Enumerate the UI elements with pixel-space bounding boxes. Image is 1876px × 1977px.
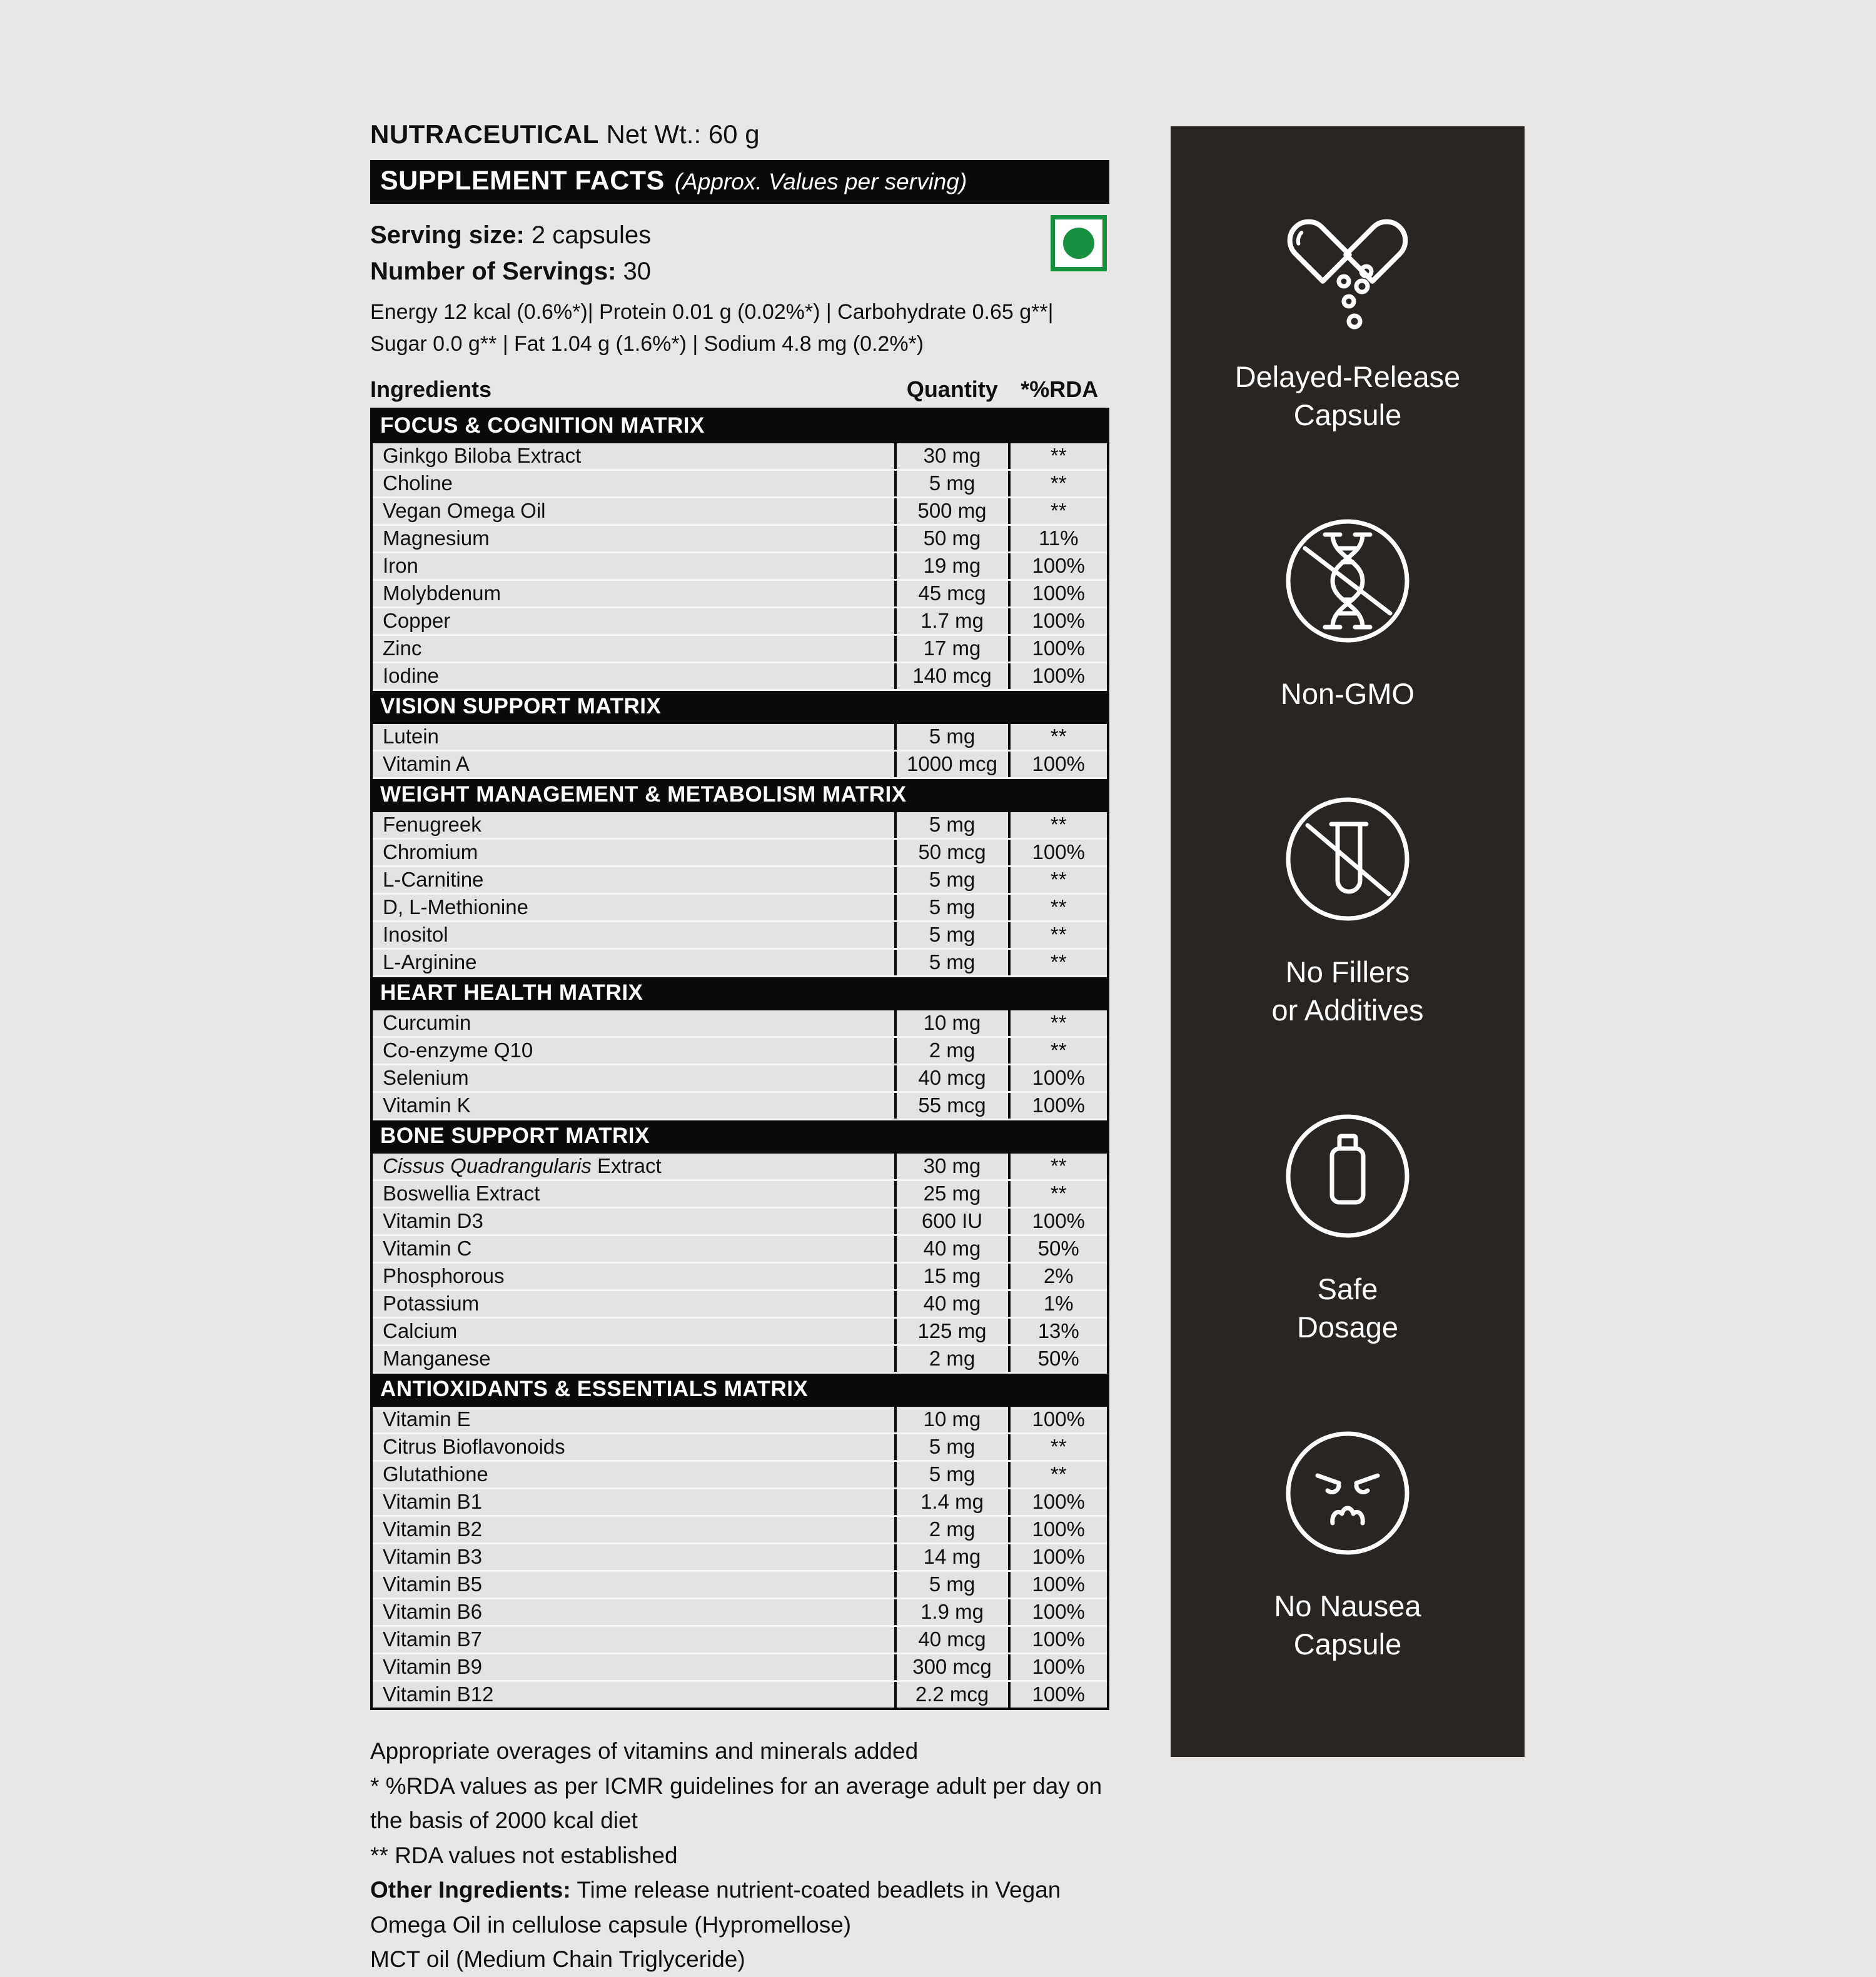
section-header: BONE SUPPORT MATRIX <box>373 1120 1107 1154</box>
ingredient-name: Zinc <box>383 636 422 660</box>
ingredient-name: Vitamin B12 <box>383 1683 494 1706</box>
table-row <box>373 1682 1107 1708</box>
ingredient-rda: 50% <box>1008 1346 1107 1372</box>
ingredient-rda: 11% <box>1008 526 1107 551</box>
nausea-face-icon <box>1279 1424 1416 1562</box>
brand-line <box>370 120 1109 149</box>
ingredient-quantity: 5 mg <box>894 895 1008 920</box>
servings-label: Number of Servings: <box>370 258 617 286</box>
table-row <box>373 1627 1107 1654</box>
footnote-rda: * %RDA values as per ICMR guidelines for an average adult per day on the basis of 2000 kcal diet <box>370 1773 1102 1834</box>
table-row <box>373 1065 1107 1093</box>
ingredient-quantity: 40 mg <box>894 1236 1008 1262</box>
ingredient-quantity: 5 mg <box>894 471 1008 496</box>
ingredient-rda: ** <box>1008 950 1107 975</box>
ingredient-rda: 100% <box>1008 752 1107 777</box>
ingredient-rda: ** <box>1008 1010 1107 1036</box>
supplement-facts-label <box>370 120 1109 1977</box>
ingredient-name: L-Arginine <box>383 950 477 974</box>
ingredient-rda: 100% <box>1008 1654 1107 1680</box>
mct-oil-line: MCT oil (Medium Chain Triglyceride) <box>370 1946 745 1973</box>
section-header: VISION SUPPORT MATRIX <box>373 691 1107 724</box>
ingredient-name: Vitamin B3 <box>383 1545 482 1569</box>
ingredient-quantity: 45 mcg <box>894 581 1008 606</box>
ingredient-quantity: 2.2 mcg <box>894 1682 1008 1708</box>
ingredient-rda: 100% <box>1008 1489 1107 1515</box>
ingredient-name: Fenugreek <box>383 813 482 837</box>
table-row <box>373 1264 1107 1291</box>
table-row <box>373 1517 1107 1544</box>
ingredient-rda: 100% <box>1008 1517 1107 1542</box>
ingredient-name: Magnesium <box>383 526 490 550</box>
ingredient-name: Vitamin B5 <box>383 1572 482 1596</box>
ingredient-rda: 100% <box>1008 636 1107 662</box>
capsule-open-icon <box>1269 201 1426 333</box>
section-header: WEIGHT MANAGEMENT & METABOLISM MATRIX <box>373 779 1107 812</box>
ingredient-quantity: 40 mg <box>894 1291 1008 1317</box>
other-ingredients-label: Other Ingredients: <box>370 1877 571 1903</box>
ingredient-quantity: 1.4 mg <box>894 1489 1008 1515</box>
table-row <box>373 1154 1107 1181</box>
supplement-table <box>370 408 1109 1710</box>
feature-non-gmo <box>1279 512 1416 713</box>
ingredient-quantity: 19 mg <box>894 553 1008 579</box>
table-row <box>373 867 1107 895</box>
ingredient-name: Vitamin B9 <box>383 1655 482 1679</box>
ingredient-rda: 100% <box>1008 1682 1107 1708</box>
table-row <box>373 471 1107 498</box>
feature-delayed-release <box>1235 201 1461 434</box>
table-row <box>373 1407 1107 1434</box>
table-row <box>373 1489 1107 1517</box>
table-row <box>373 1093 1107 1120</box>
ingredient-quantity: 2 mg <box>894 1038 1008 1064</box>
ingredient-quantity: 5 mg <box>894 867 1008 893</box>
table-row <box>373 922 1107 950</box>
ingredient-quantity: 14 mg <box>894 1544 1008 1570</box>
ingredient-quantity: 10 mg <box>894 1407 1008 1432</box>
table-row <box>373 498 1107 526</box>
ingredient-name: Vegan Omega Oil <box>383 499 546 523</box>
net-weight: Net Wt.: 60 g <box>606 119 760 149</box>
ingredient-name: Molybdenum <box>383 581 501 605</box>
ingredient-rda: ** <box>1008 1038 1107 1064</box>
table-row <box>373 1599 1107 1627</box>
col-ingredients: Ingredients <box>370 376 492 403</box>
ingredient-rda: ** <box>1008 1181 1107 1207</box>
serving-size-value: 2 capsules <box>531 221 652 249</box>
ingredient-quantity: 40 mcg <box>894 1065 1008 1091</box>
ingredient-quantity: 30 mg <box>894 443 1008 469</box>
section-header: HEART HEALTH MATRIX <box>373 977 1107 1010</box>
table-row <box>373 1291 1107 1319</box>
table-row <box>373 526 1107 553</box>
no-gmo-dna-icon <box>1279 512 1416 650</box>
table-row <box>373 1572 1107 1599</box>
ingredient-rda: 1% <box>1008 1291 1107 1317</box>
ingredient-rda: ** <box>1008 443 1107 469</box>
ingredient-quantity: 300 mcg <box>894 1654 1008 1680</box>
ingredient-quantity: 140 mcg <box>894 663 1008 689</box>
table-row <box>373 895 1107 922</box>
nutrition-line-2: Sugar 0.0 g** | Fat 1.04 g (1.6%*) | Sodium 4.8 mg (0.2%*) <box>370 332 924 356</box>
ingredient-name: Iron <box>383 554 418 578</box>
table-row <box>373 1654 1107 1682</box>
nutrition-line-1: Energy 12 kcal (0.6%*)| Protein 0.01 g (0.02%*) | Carbohydrate 0.65 g**| <box>370 300 1054 324</box>
ingredient-name: Phosphorous <box>383 1264 505 1288</box>
ingredient-quantity: 2 mg <box>894 1517 1008 1542</box>
ingredient-quantity: 1000 mcg <box>894 752 1008 777</box>
table-row <box>373 1346 1107 1374</box>
ingredient-quantity: 600 IU <box>894 1209 1008 1234</box>
table-row <box>373 1236 1107 1264</box>
ingredient-quantity: 25 mg <box>894 1181 1008 1207</box>
ingredient-name: Curcumin <box>383 1011 472 1035</box>
ingredient-name: Copper <box>383 609 451 633</box>
table-row <box>373 1544 1107 1572</box>
ingredient-name: Vitamin C <box>383 1237 472 1260</box>
table-column-headers <box>370 376 1109 403</box>
ingredient-quantity: 5 mg <box>894 1572 1008 1597</box>
ingredient-rda: ** <box>1008 498 1107 524</box>
ingredient-name: Vitamin B6 <box>383 1600 482 1624</box>
feature-label: No Nausea Capsule <box>1274 1589 1421 1661</box>
ingredient-name: Co-enzyme Q10 <box>383 1039 533 1062</box>
ingredient-quantity: 1.7 mg <box>894 608 1008 634</box>
ingredient-rda: ** <box>1008 895 1107 920</box>
ingredient-name: Vitamin A <box>383 752 470 776</box>
ingredient-rda: 100% <box>1008 663 1107 689</box>
feature-label: Safe Dosage <box>1297 1272 1398 1344</box>
supplement-facts-bar <box>370 160 1109 204</box>
table-row <box>373 1462 1107 1489</box>
table-row <box>373 1038 1107 1065</box>
footnote-overages: Appropriate overages of vitamins and minerals added <box>370 1738 919 1764</box>
ingredient-rda: ** <box>1008 812 1107 838</box>
table-row <box>373 443 1107 471</box>
ingredient-rda: 50% <box>1008 1236 1107 1262</box>
table-row <box>373 1434 1107 1462</box>
table-row <box>373 812 1107 840</box>
ingredient-quantity: 15 mg <box>894 1264 1008 1289</box>
ingredient-name: Citrus Bioflavonoids <box>383 1435 565 1459</box>
table-row <box>373 663 1107 691</box>
section-header: FOCUS & COGNITION MATRIX <box>373 410 1107 443</box>
ingredient-quantity: 30 mg <box>894 1154 1008 1179</box>
table-row <box>373 581 1107 608</box>
ingredient-name: Inositol <box>383 923 448 947</box>
table-row <box>373 636 1107 663</box>
serving-size-label: Serving size: <box>370 221 525 249</box>
table-row <box>373 724 1107 752</box>
feature-no-nausea <box>1274 1424 1421 1663</box>
nutrition-summary <box>370 296 1109 360</box>
facts-subtitle: (Approx. Values per serving) <box>674 169 967 195</box>
ingredient-quantity: 10 mg <box>894 1010 1008 1036</box>
feature-label: No Fillers or Additives <box>1271 955 1424 1027</box>
ingredient-rda: ** <box>1008 1434 1107 1460</box>
ingredient-name: D, L-Methionine <box>383 895 528 919</box>
footnote-rda-na: ** RDA values not established <box>370 1842 678 1868</box>
ingredient-name: Choline <box>383 471 453 495</box>
ingredient-name: Boswellia Extract <box>383 1182 540 1205</box>
table-row <box>373 950 1107 977</box>
dosage-bottle-icon <box>1279 1107 1416 1245</box>
ingredient-name: Vitamin E <box>383 1407 471 1431</box>
ingredient-quantity: 5 mg <box>894 724 1008 750</box>
ingredient-rda: ** <box>1008 724 1107 750</box>
feature-label: Non-GMO <box>1280 677 1415 710</box>
feature-label: Delayed-Release Capsule <box>1234 360 1461 432</box>
table-row <box>373 553 1107 581</box>
ingredient-rda: 100% <box>1008 581 1107 606</box>
vegetarian-green-dot <box>1063 228 1094 259</box>
ingredient-quantity: 5 mg <box>894 1462 1008 1487</box>
ingredient-quantity: 5 mg <box>894 1434 1008 1460</box>
ingredient-name: Ginkgo Biloba Extract <box>383 444 582 468</box>
feature-safe-dosage <box>1279 1107 1416 1346</box>
ingredient-rda: ** <box>1008 1462 1107 1487</box>
ingredient-rda: 100% <box>1008 1572 1107 1597</box>
ingredient-quantity: 5 mg <box>894 812 1008 838</box>
ingredient-name: Lutein <box>383 725 439 748</box>
ingredient-quantity: 125 mg <box>894 1319 1008 1344</box>
ingredient-quantity: 500 mg <box>894 498 1008 524</box>
ingredient-rda: 100% <box>1008 840 1107 865</box>
ingredient-quantity: 5 mg <box>894 922 1008 948</box>
ingredient-rda: 100% <box>1008 1407 1107 1432</box>
serving-size-line <box>370 219 1109 251</box>
ingredient-rda: ** <box>1008 471 1107 496</box>
ingredient-quantity: 50 mcg <box>894 840 1008 865</box>
ingredient-quantity: 40 mcg <box>894 1627 1008 1653</box>
ingredient-name: Vitamin B1 <box>383 1490 482 1514</box>
other-ingredients-text: Time release nutrient-coated beadlets in Vegan Omega Oil in cellulose capsule (Hypromellose) <box>370 1877 1061 1938</box>
table-row <box>373 752 1107 779</box>
ingredient-quantity: 5 mg <box>894 950 1008 975</box>
ingredient-quantity: 55 mcg <box>894 1093 1008 1119</box>
ingredient-name: Manganese <box>383 1347 491 1371</box>
vegetarian-mark-icon <box>1051 215 1107 271</box>
ingredient-rda: 100% <box>1008 1209 1107 1234</box>
feature-panel <box>1171 126 1525 1757</box>
other-ingredients-line <box>370 1873 1109 1942</box>
no-test-tube-icon <box>1279 790 1416 928</box>
ingredient-name: Vitamin K <box>383 1094 471 1117</box>
table-row <box>373 1319 1107 1346</box>
ingredient-name: Selenium <box>383 1066 469 1090</box>
ingredient-rda: ** <box>1008 867 1107 893</box>
table-row <box>373 1010 1107 1038</box>
ingredient-quantity: 17 mg <box>894 636 1008 662</box>
col-quantity: Quantity <box>906 376 998 403</box>
footnotes <box>370 1734 1109 1977</box>
ingredient-rda: 100% <box>1008 1065 1107 1091</box>
table-row <box>373 840 1107 867</box>
servings-line <box>370 255 1109 288</box>
ingredient-quantity: 50 mg <box>894 526 1008 551</box>
ingredient-quantity: 1.9 mg <box>894 1599 1008 1625</box>
ingredient-quantity: 2 mg <box>894 1346 1008 1372</box>
ingredient-rda: 2% <box>1008 1264 1107 1289</box>
table-row <box>373 1209 1107 1236</box>
table-row <box>373 608 1107 636</box>
ingredient-rda: 100% <box>1008 1093 1107 1119</box>
ingredient-rda: 100% <box>1008 1599 1107 1625</box>
ingredient-name: Calcium <box>383 1319 458 1343</box>
ingredient-name: Chromium <box>383 840 478 864</box>
facts-title: SUPPLEMENT FACTS <box>380 166 665 196</box>
ingredient-name: Cissus Quadrangularis Extract <box>383 1154 662 1178</box>
servings-value: 30 <box>623 258 652 286</box>
ingredient-rda: 100% <box>1008 553 1107 579</box>
ingredient-name: Vitamin B7 <box>383 1627 482 1651</box>
table-row <box>373 1181 1107 1209</box>
ingredient-name: L-Carnitine <box>383 868 484 892</box>
ingredient-rda: 100% <box>1008 1627 1107 1653</box>
ingredient-name: Glutathione <box>383 1462 488 1486</box>
ingredient-rda: 100% <box>1008 608 1107 634</box>
ingredient-rda: ** <box>1008 1154 1107 1179</box>
ingredient-name: Iodine <box>383 664 439 688</box>
feature-no-fillers <box>1272 790 1424 1029</box>
ingredient-name: Vitamin B2 <box>383 1517 482 1541</box>
ingredient-name: Vitamin D3 <box>383 1209 483 1233</box>
ingredient-rda: 13% <box>1008 1319 1107 1344</box>
ingredient-rda: 100% <box>1008 1544 1107 1570</box>
col-rda: *%RDA <box>1021 376 1099 403</box>
section-header: ANTIOXIDANTS & ESSENTIALS MATRIX <box>373 1374 1107 1407</box>
ingredient-name: Potassium <box>383 1292 480 1315</box>
brand-name: NUTRACEUTICAL <box>370 119 599 149</box>
ingredient-rda: ** <box>1008 922 1107 948</box>
